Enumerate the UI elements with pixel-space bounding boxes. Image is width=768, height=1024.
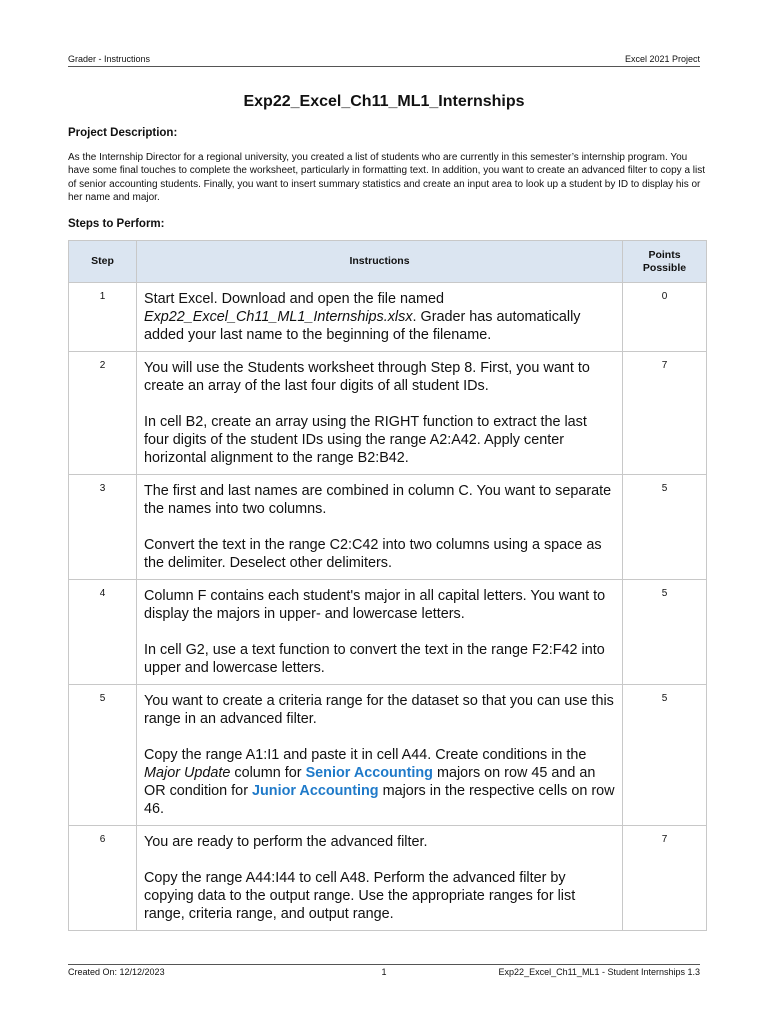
step-points: 5 <box>623 685 707 826</box>
instruction-paragraph <box>144 746 615 818</box>
instruction-paragraph: In cell B2, create an array using the RIGHT function to extract the last four digits of the student IDs using the range A2:A42. Apply center horizontal alignment to the range B2:B42. <box>144 414 587 466</box>
step-number: 1 <box>69 283 137 352</box>
step-number: 3 <box>69 475 137 580</box>
table-row <box>69 580 707 685</box>
instruction-text: Copy the range A1:I1 and paste it in cell A44. Create conditions in the <box>144 747 587 763</box>
step-points: 5 <box>623 580 707 685</box>
page-header <box>68 54 700 67</box>
step-points: 5 <box>623 475 707 580</box>
instruction-text: column for <box>230 765 306 781</box>
header-left: Grader - Instructions <box>68 54 151 64</box>
step-number: 5 <box>69 685 137 826</box>
steps-heading: Steps to Perform: <box>68 218 165 230</box>
instruction-paragraph: Column F contains each student's major in all capital letters. You want to display the majors in upper- and lowercase letters. <box>144 588 606 622</box>
column-header-instructions: Instructions <box>137 241 623 283</box>
steps-table <box>68 240 707 931</box>
highlight-senior-accounting: Senior Accounting <box>305 765 433 781</box>
table-row <box>69 685 707 826</box>
instruction-paragraph <box>144 290 615 344</box>
table-row <box>69 283 707 352</box>
instruction-paragraph: In cell G2, use a text function to convert the text in the range F2:F42 into upper and lowercase letters. <box>144 642 605 676</box>
instruction-paragraph: The first and last names are combined in column C. You want to separate the names into two columns. <box>144 483 612 517</box>
file-name: Exp22_Excel_Ch11_ML1_Internships.xlsx <box>144 309 413 325</box>
instruction-text: . Grader has automatically added your last name to the beginning of the filename. <box>144 309 581 343</box>
instruction-text: Start Excel. Download and open the file named <box>144 291 444 307</box>
instruction-text: majors on row 45 and an OR condition for <box>144 765 596 799</box>
instruction-paragraph: Copy the range A44:I44 to cell A48. Perform the advanced filter by copying data to the output range. Use the appropriate ranges for list range, criteria range, and output range. <box>144 870 576 922</box>
step-instructions <box>137 283 623 352</box>
step-number: 2 <box>69 352 137 475</box>
instruction-text: majors in the respective cells on row 46. <box>144 783 615 817</box>
column-header-points <box>623 241 707 283</box>
document-title: Exp22_Excel_Ch11_ML1_Internships <box>243 93 525 110</box>
step-points: 7 <box>623 826 707 931</box>
footer-created-on: Created On: 12/12/2023 <box>68 967 165 977</box>
column-header-step: Step <box>69 241 137 283</box>
instruction-paragraph: You want to create a criteria range for the dataset so that you can use this range in an advanced filter. <box>144 693 614 727</box>
footer-page-number: 1 <box>381 967 387 977</box>
instruction-paragraph: You are ready to perform the advanced filter. <box>144 834 428 850</box>
step-number: 4 <box>69 580 137 685</box>
project-description-heading: Project Description: <box>68 127 178 139</box>
page-footer <box>68 964 700 977</box>
step-instructions <box>137 352 623 475</box>
step-points: 7 <box>623 352 707 475</box>
points-header-line1: Points <box>648 248 681 261</box>
header-right: Excel 2021 Project <box>624 54 700 64</box>
footer-document-id: Exp22_Excel_Ch11_ML1 - Student Internships 1.3 <box>498 967 701 977</box>
project-description-text: As the Internship Director for a regional university, you created a list of students who are currently in this semester’s internship program. You have some final touches to complete the worksheet, particularly in formatting text. In addition, you want to create an advanced filter to copy a list of senior accounting students. Finally, you want to insert summary statistics and create an input area to look up a student by ID to display his or her name and major. <box>68 152 706 204</box>
table-row <box>69 826 707 931</box>
instruction-paragraph: Convert the text in the range C2:C42 into two columns using a space as the delimiter. Deselect other delimiters. <box>144 537 602 571</box>
table-header-row <box>69 241 707 283</box>
highlight-junior-accounting: Junior Accounting <box>251 783 379 799</box>
instruction-paragraph: You will use the Students worksheet through Step 8. First, you want to create an array of the last four digits of all student IDs. <box>144 360 590 394</box>
step-instructions <box>137 826 623 931</box>
step-instructions <box>137 685 623 826</box>
step-number: 6 <box>69 826 137 931</box>
table-row <box>69 475 707 580</box>
column-name: Major Update <box>144 765 231 781</box>
step-instructions <box>137 475 623 580</box>
points-header-line2: Possible <box>642 261 687 274</box>
table-row <box>69 352 707 475</box>
step-instructions <box>137 580 623 685</box>
step-points: 0 <box>623 283 707 352</box>
